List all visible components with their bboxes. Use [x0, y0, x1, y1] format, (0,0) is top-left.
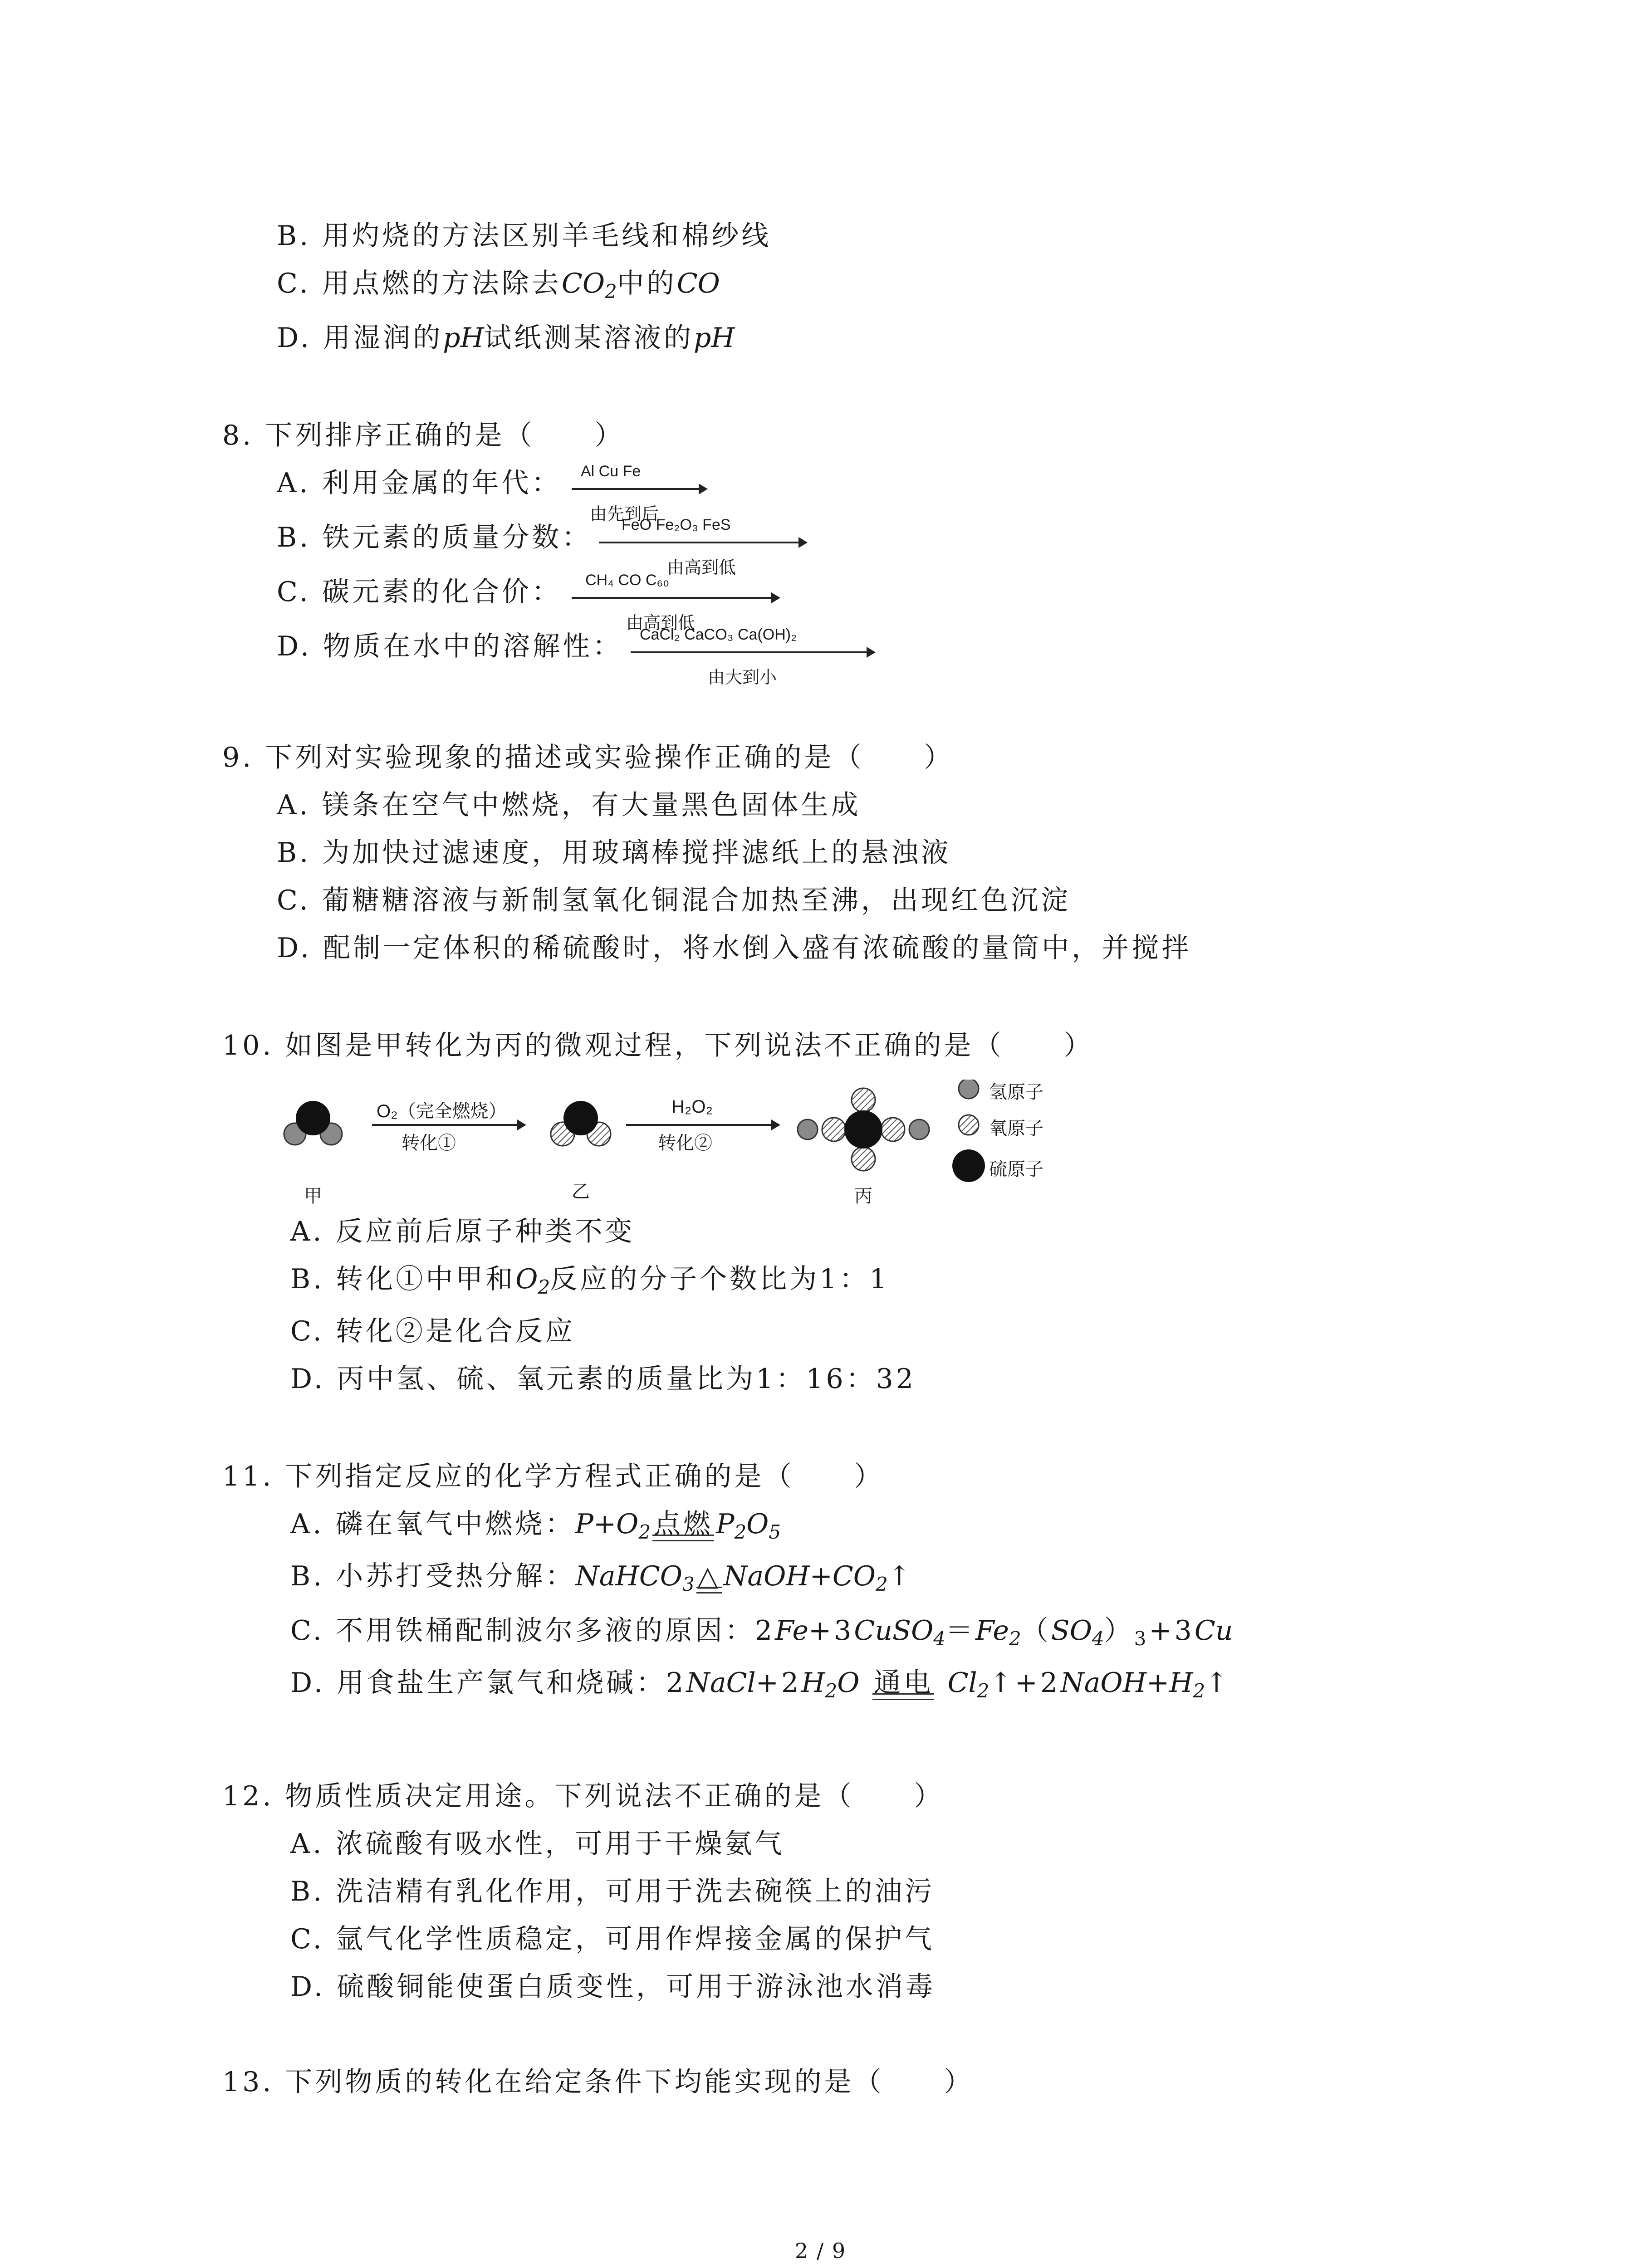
option-12b: B. 洗洁精有乳化作用，可用于洗去碗筷上的油污 — [290, 1876, 935, 1907]
option-8c: C. 碳元素的化合价： — [277, 576, 562, 608]
label-jia: 甲 — [304, 1186, 322, 1206]
option-11c: C. 不用铁桶配制波尔多液的原因：$2Fe+3CuSO_4=Fe_2(SO_4)_3+3Cu$ — [290, 1615, 1233, 1650]
option-8b: B. 铁元素的质量分数： — [277, 522, 592, 553]
legend-h-label: 氢原子 — [989, 1082, 1043, 1102]
question-9-stem: 9. 下列对实验现象的描述或实验操作正确的是（ ） — [222, 742, 954, 773]
question-13-stem: 13. 下列物质的转化在给定条件下均能实现的是（ ） — [222, 2066, 974, 2098]
option-11d: D. 用食盐生产氯气和烧碱：$2NaCl+2H_2O$ 通电 $Cl_2↑+2NaOH+H_2↑$ — [290, 1665, 1231, 1701]
arrow1-bottom: 转化① — [402, 1133, 456, 1153]
option-12c: C. 氩气化学性质稳定，可用作焊接金属的保护气 — [290, 1923, 935, 1955]
option-9c: C. 葡糖糖溶液与新制氢氧化铜混合加热至沸，出现红色沉淀 — [277, 885, 1071, 916]
label-yi: 乙 — [572, 1182, 590, 1202]
molecule-bing — [798, 1088, 929, 1171]
option-9b: B. 为加快过滤速度，用玻璃棒搅拌滤纸上的悬浊液 — [277, 837, 951, 869]
legend-h-swatch — [959, 1080, 979, 1099]
option-8a: A. 利用金属的年代： — [277, 467, 562, 499]
option-11a: A. 磷在氧气中燃烧：$P+O_2$ 点燃 $P_2O_5$ — [290, 1506, 781, 1542]
question-8-stem: 8. 下列排序正确的是（ ） — [222, 420, 625, 451]
option-8d: D. 物质在水中的溶解性： — [277, 631, 623, 662]
legend-o-label: 氧原子 — [989, 1119, 1043, 1139]
option-7c: C. 用点燃的方法除去$CO_2$中的CO — [277, 268, 720, 303]
label-bing: 丙 — [854, 1186, 872, 1206]
legend-s-label: 硫原子 — [989, 1159, 1043, 1179]
option-12d: D. 硫酸铜能使蛋白质变性，可用于游泳池水消毒 — [290, 1971, 936, 2003]
option-9d: D. 配制一定体积的稀硫酸时，将水倒入盛有浓硫酸的量筒中，并搅拌 — [277, 932, 1192, 964]
option-12a: A. 浓硫酸有吸水性，可用于干燥氨气 — [290, 1828, 785, 1860]
legend-o-swatch — [959, 1115, 979, 1135]
question-12-stem: 12. 物质性质决定用途。下列说法不正确的是（ ） — [222, 1780, 944, 1812]
arrow1-top: O₂（完全燃烧） — [377, 1101, 507, 1121]
page-number: 2 / 9 — [794, 2239, 847, 2263]
legend-s-swatch — [952, 1149, 985, 1182]
option-10d: D. 丙中氢、硫、氧元素的质量比为1：16：32 — [290, 1363, 916, 1395]
option-9a: A. 镁条在空气中燃烧，有大量黑色固体生成 — [277, 789, 861, 821]
question-10-stem: 10. 如图是甲转化为丙的微观过程，下列说法不正确的是（ ） — [222, 1030, 1094, 1061]
option-11b: B. 小苏打受热分解：NaHCO$_3$ △ $NaOH+CO_2↑$ — [290, 1558, 913, 1594]
molecule-yi — [551, 1101, 611, 1146]
option-7d: D. 用湿润的pH试纸测某溶液的pH — [277, 322, 735, 354]
arrow2-top: H₂O₂ — [671, 1097, 713, 1117]
molecule-jia — [284, 1101, 342, 1145]
option-10c: C. 转化②是化合反应 — [290, 1315, 575, 1347]
option-10a: A. 反应前后原子种类不变 — [290, 1216, 635, 1247]
arrow2-bottom: 转化② — [658, 1133, 712, 1153]
question-11-stem: 11. 下列指定反应的化学方程式正确的是（ ） — [222, 1461, 884, 1492]
option-7b: B. 用灼烧的方法区别羊毛线和棉纱线 — [277, 220, 772, 252]
option-10b: B. 转化①中甲和$O_2$反应的分子个数比为1：1 — [290, 1263, 890, 1298]
